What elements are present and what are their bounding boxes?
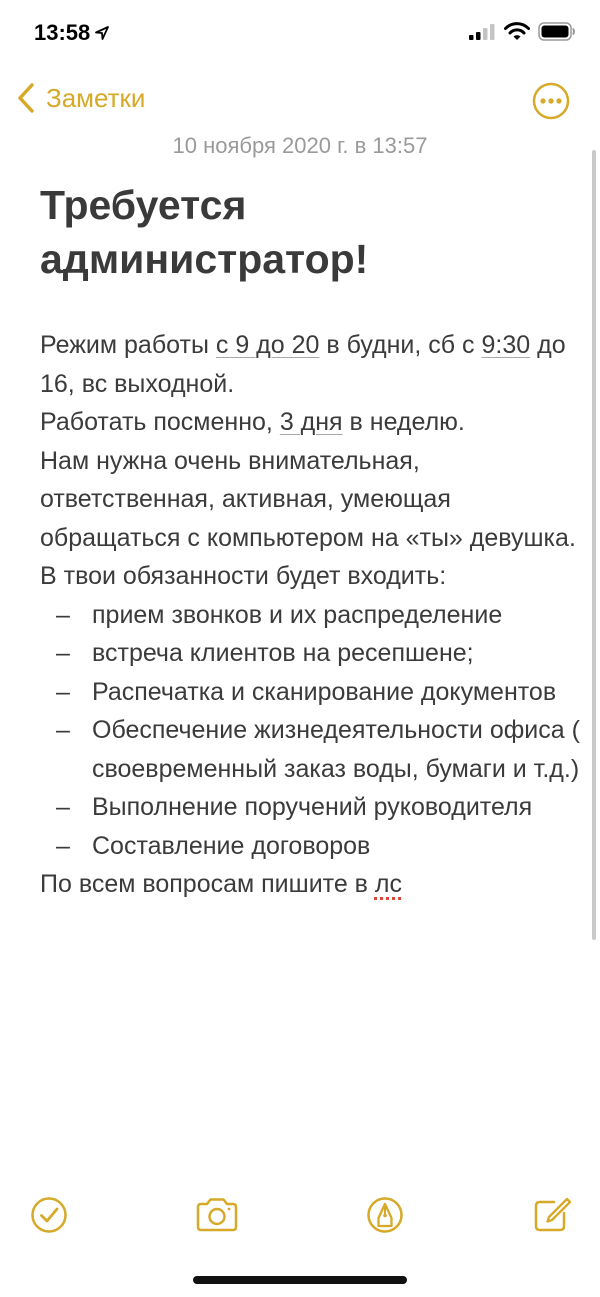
shift-text: Работать посменно,: [40, 408, 280, 436]
duration-link[interactable]: 3 дня: [279, 408, 343, 436]
status-bar-indicators: [468, 22, 576, 41]
time-link[interactable]: 9:30: [481, 331, 531, 359]
list-item: [40, 711, 580, 788]
list-item: [40, 596, 580, 635]
list-item-text: прием звонков и их распределение: [92, 600, 503, 629]
scroll-indicator[interactable]: [592, 150, 596, 940]
shift-text: в неделю.: [342, 408, 465, 436]
battery-icon: [538, 22, 576, 41]
back-to-notes-button[interactable]: [16, 82, 145, 114]
compose-icon: [532, 1196, 572, 1234]
list-item: [40, 673, 580, 712]
dash-bullet: –: [56, 793, 70, 821]
note-title-line: администратор!: [40, 236, 369, 282]
dash-bullet: –: [56, 716, 70, 744]
shift-paragraph: [40, 403, 580, 442]
wifi-icon: [504, 22, 530, 41]
note-title[interactable]: [40, 178, 570, 286]
misspelled-word[interactable]: лс: [374, 870, 403, 898]
schedule-text: в будни, сб с: [319, 331, 482, 359]
dash-bullet: –: [56, 639, 70, 667]
ellipsis-circle-icon: [532, 82, 570, 120]
schedule-paragraph: [40, 326, 580, 403]
back-button-label: Заметки: [46, 82, 146, 113]
list-item: [40, 788, 580, 827]
status-bar-time: [34, 20, 110, 46]
markup-button[interactable]: [366, 1196, 404, 1239]
duties-intro: В твои обязанности будет входить:: [40, 562, 447, 590]
date-link[interactable]: с 9 до 20: [215, 331, 320, 359]
requirements-paragraph: Нам нужна очень внимательная, ответственная, активная, умеющая обращаться с компьютером на «ты» девушка.: [40, 446, 576, 552]
compose-button[interactable]: [532, 1196, 572, 1239]
dash-bullet: –: [56, 677, 70, 706]
dash-bullet: –: [56, 600, 70, 629]
contact-paragraph: [40, 865, 580, 904]
contact-text: По всем вопросам пишите в: [40, 870, 375, 898]
status-time-text: 13:58: [34, 20, 91, 45]
list-item: [40, 634, 580, 673]
list-item-text: Распечатка и сканирование документов: [92, 677, 557, 706]
dash-bullet: –: [56, 831, 70, 860]
list-item-text: встреча клиентов на ресепшене;: [92, 639, 474, 667]
duties-list: [40, 596, 580, 866]
note-title-line: Требуется: [40, 182, 247, 228]
camera-icon: [194, 1196, 240, 1234]
list-item-text: Обеспечение жизнедеятельности офиса ( своевременный заказ воды, бумаги и т.д.): [92, 716, 580, 783]
camera-button[interactable]: [194, 1196, 240, 1239]
markup-pen-icon: [366, 1196, 404, 1234]
cellular-signal-icon: [468, 23, 496, 41]
chevron-left-icon: [16, 82, 36, 114]
note-date: 10 ноября 2020 г. в 13:57: [172, 133, 428, 158]
list-item-text: Составление договоров: [92, 831, 371, 860]
checklist-icon: [30, 1196, 68, 1234]
schedule-text: Режим работы: [40, 331, 216, 359]
home-indicator[interactable]: [193, 1276, 407, 1284]
location-arrow-icon: [94, 25, 110, 41]
schedule-text: до 16, вс выходной.: [40, 331, 566, 398]
list-item: [40, 827, 580, 866]
list-item-text: Выполнение поручений руководителя: [92, 793, 533, 821]
note-body[interactable]: [40, 326, 580, 904]
more-options-button[interactable]: [532, 82, 570, 125]
checklist-button[interactable]: [30, 1196, 68, 1239]
